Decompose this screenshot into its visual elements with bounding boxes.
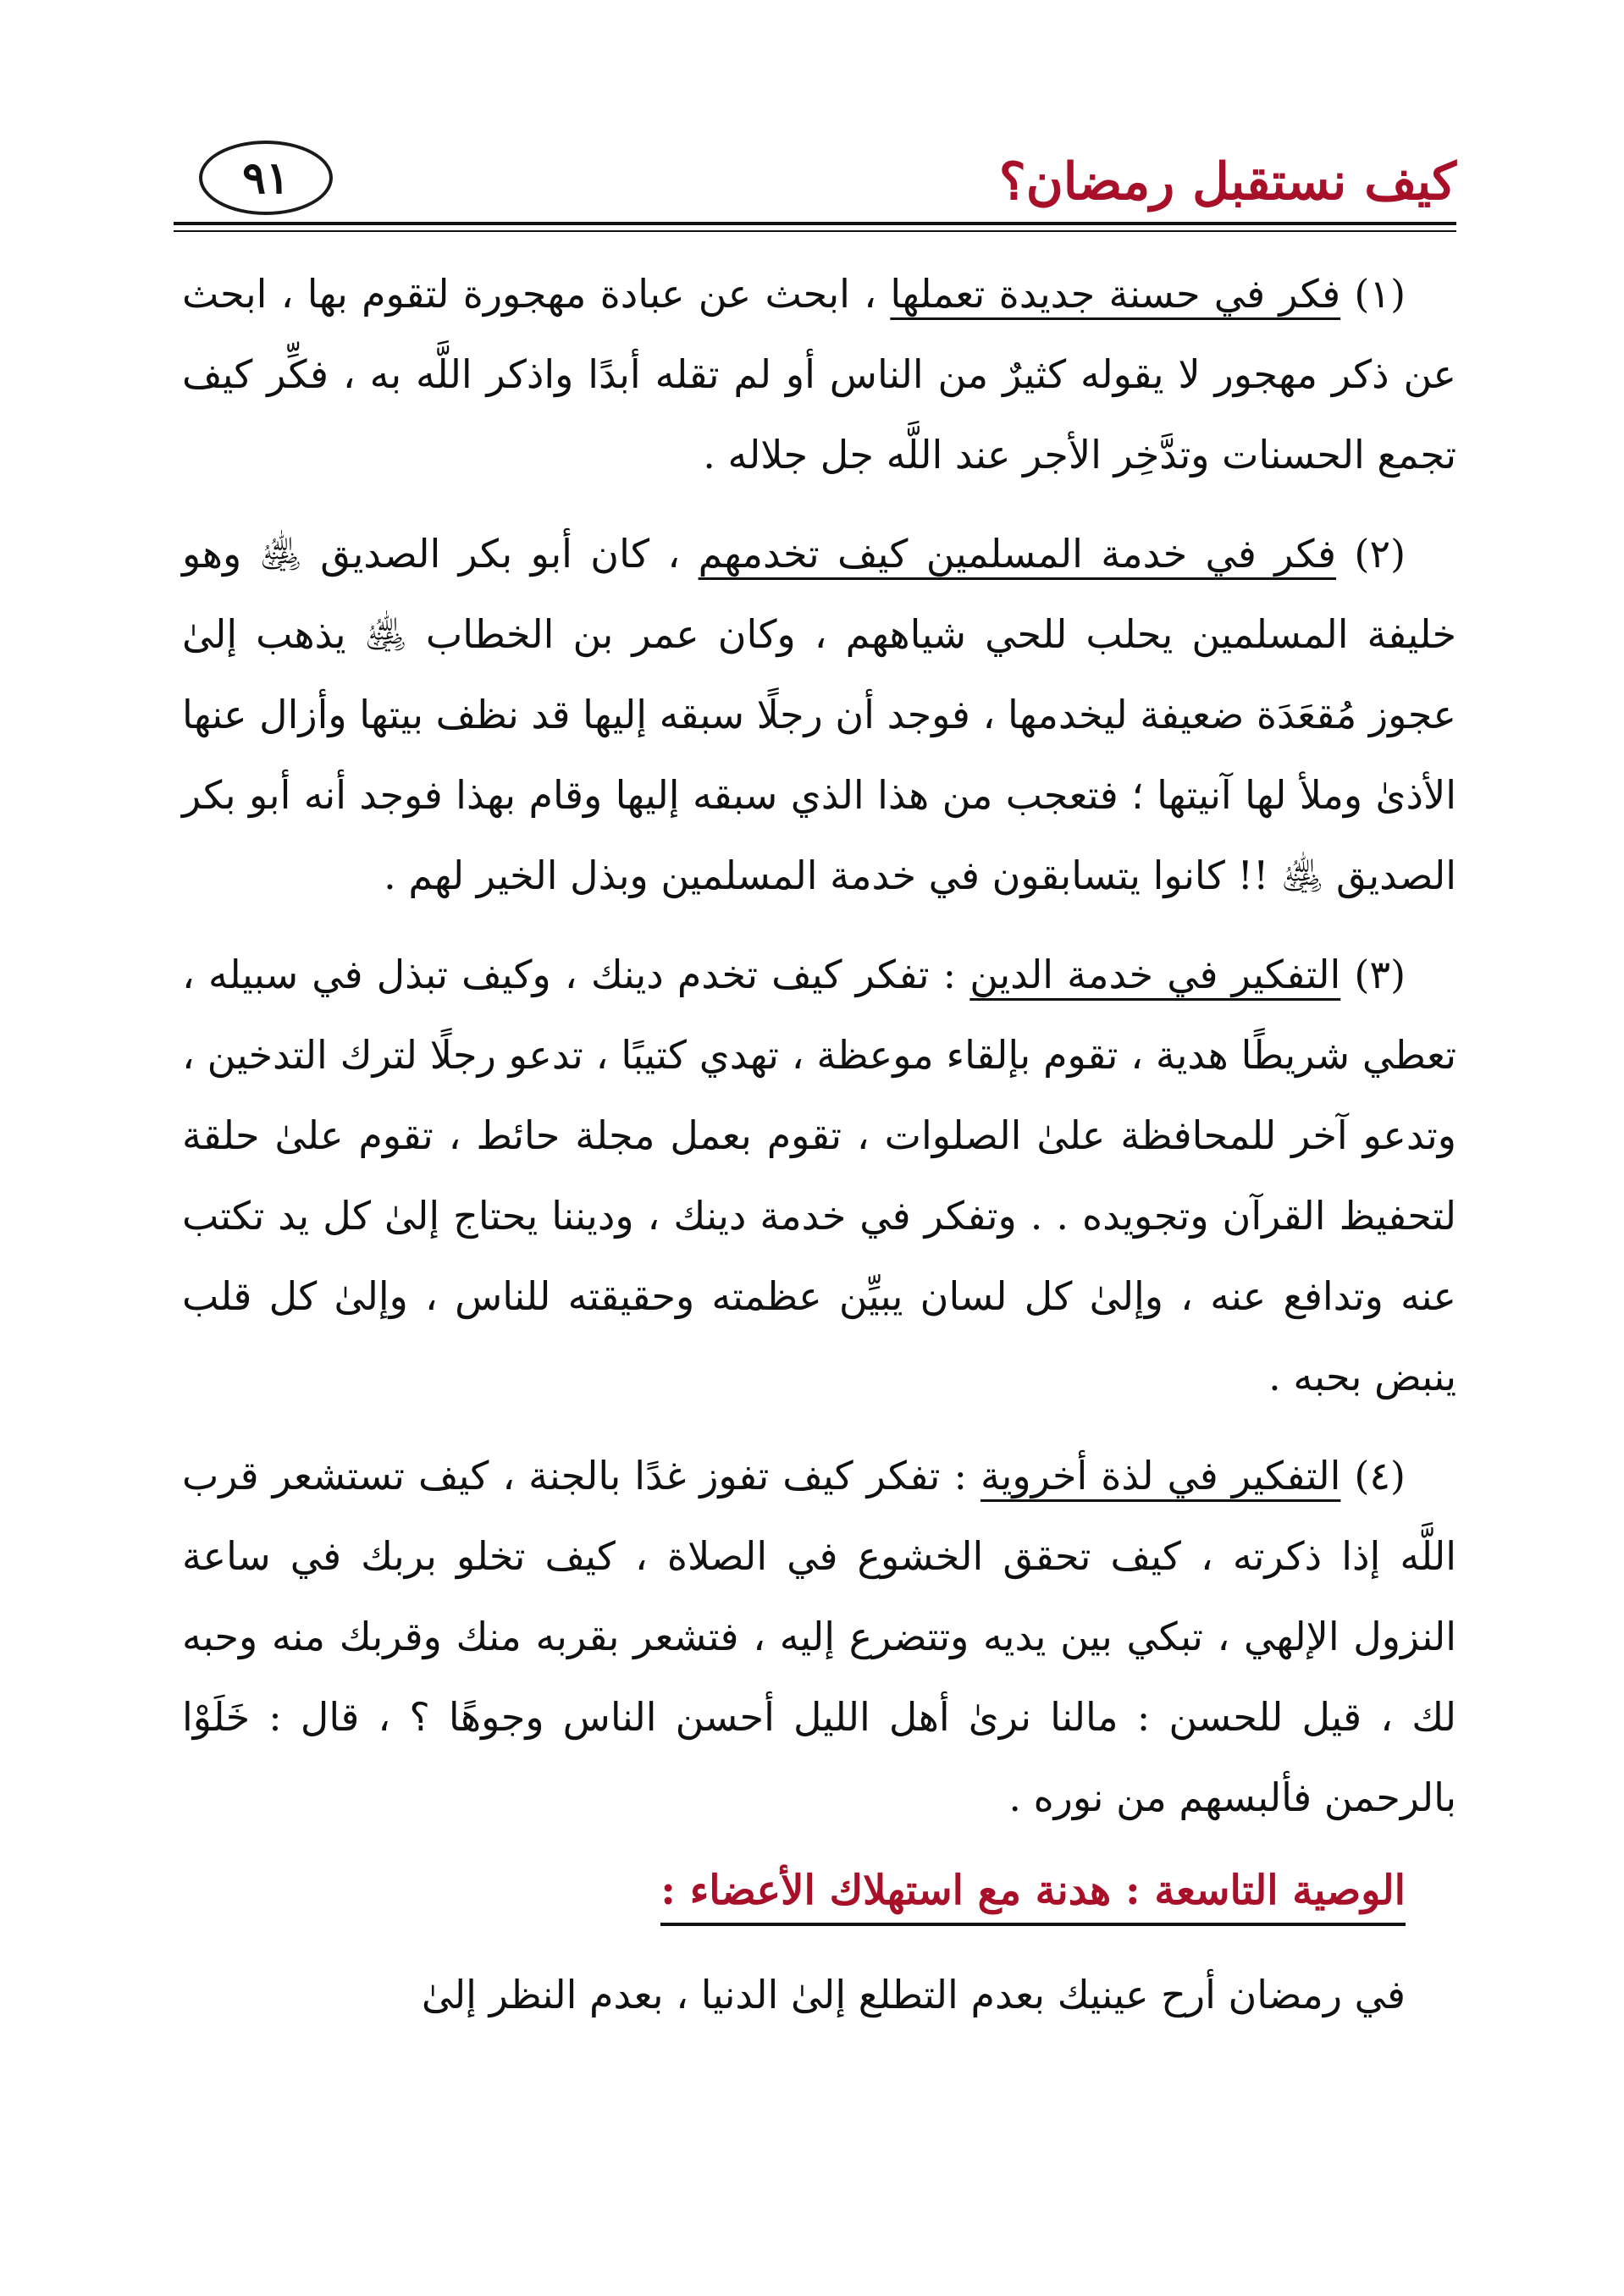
book-title: كيف نستقبل رمضان؟	[998, 152, 1456, 212]
section-heading	[182, 1857, 1456, 1924]
paragraph-lead: فكر في حسنة جديدة تعملها	[890, 271, 1341, 317]
paragraph-4	[182, 1436, 1456, 1838]
header-rule-thin	[174, 230, 1456, 232]
paragraph-lead: فكر في خدمة المسلمين كيف تخدمهم	[698, 531, 1337, 577]
paragraph-text: ، ابحث عن عبادة مهجورة لتقوم بها ، ابحث عن ذكر مهجور لا يقوله كثيرٌ من الناس أو لم تقله أبدًا واذكر اللَّه به ، فكِّر كيف تجمع الحسنات وتدَّخِر الأجر عند اللَّه جل جلاله .	[182, 271, 1456, 477]
paragraph-number: (١)	[1354, 271, 1406, 317]
section-heading-text: الوصية التاسعة : هدنة مع استهلاك الأعضاء :	[660, 1867, 1406, 1926]
page-number: ٩١	[242, 152, 290, 204]
paragraph-1	[182, 254, 1456, 495]
paragraph-text: : تفكر كيف تفوز غدًا بالجنة ، كيف تستشعر قرب اللَّه إذا ذكرته ، كيف تحقق الخشوع في الصلاة ، كيف تخلو بربك في ساعة النزول الإلهي ، تبكي بين يديه وتتضرع إليه ، فتشعر بقربه منك وقربك منه وحبه لك ، قيل للحسن : مالنا نرىٰ أهل الليل أحسن الناس وجوهًا ؟ ، قال : خَلَوْا بالرحمن فألبسهم من نوره .	[182, 1453, 1456, 1820]
paragraph-number: (٤)	[1354, 1453, 1406, 1498]
paragraph-3	[182, 935, 1456, 1417]
header-rule-thick	[174, 222, 1456, 225]
paragraph-text: : تفكر كيف تخدم دينك ، وكيف تبذل في سبيله ، تعطي شريطًا هدية ، تقوم بإلقاء موعظة ، تهدي كتيبًا ، تدعو رجلًا لترك التدخين ، وتدعو آخر للمحافظة علىٰ الصلوات ، تقوم بعمل مجلة حائط ، تقوم علىٰ حلقة لتحفيظ القرآن وتجويده . . وتفكر في خدمة دينك ، وديننا يحتاج إلىٰ كل يد تكتب عنه وتدافع عنه ، وإلىٰ كل لسان يبيِّن عظمته وحقيقته للناس ، وإلىٰ كل قلب ينبض بحبه .	[182, 952, 1456, 1399]
page-number-badge	[199, 141, 333, 215]
paragraph-2	[182, 514, 1456, 916]
paragraph-text: ، كان أبو بكر الصديق ﵁ وهو خليفة المسلمين يحلب للحي شياههم ، وكان عمر بن الخطاب ﵁ يذهب إلىٰ عجوز مُقعَدَة ضعيفة ليخدمها ، فوجد أن رجلًا سبقه إليها قد نظف بيتها وأزال عنها الأذىٰ وملأ لها آنيتها ؛ فتعجب من هذا الذي سبقه إليها وقام بهذا فوجد أنه أبو بكر الصديق ﵁ !! كانوا يتسابقون في خدمة المسلمين وبذل الخير لهم .	[182, 531, 1456, 898]
page-content	[182, 254, 1456, 2054]
paragraph-lead: التفكير في خدمة الدين	[969, 952, 1341, 997]
paragraph-number: (٢)	[1354, 531, 1406, 577]
page-header	[178, 127, 1456, 229]
paragraph-number: (٣)	[1354, 952, 1406, 997]
final-paragraph: في رمضان أرح عينيك بعدم التطلع إلىٰ الدنيا ، بعدم النظر إلىٰ	[421, 1972, 1406, 2017]
paragraph-lead: التفكير في لذة أخروية	[980, 1453, 1341, 1498]
